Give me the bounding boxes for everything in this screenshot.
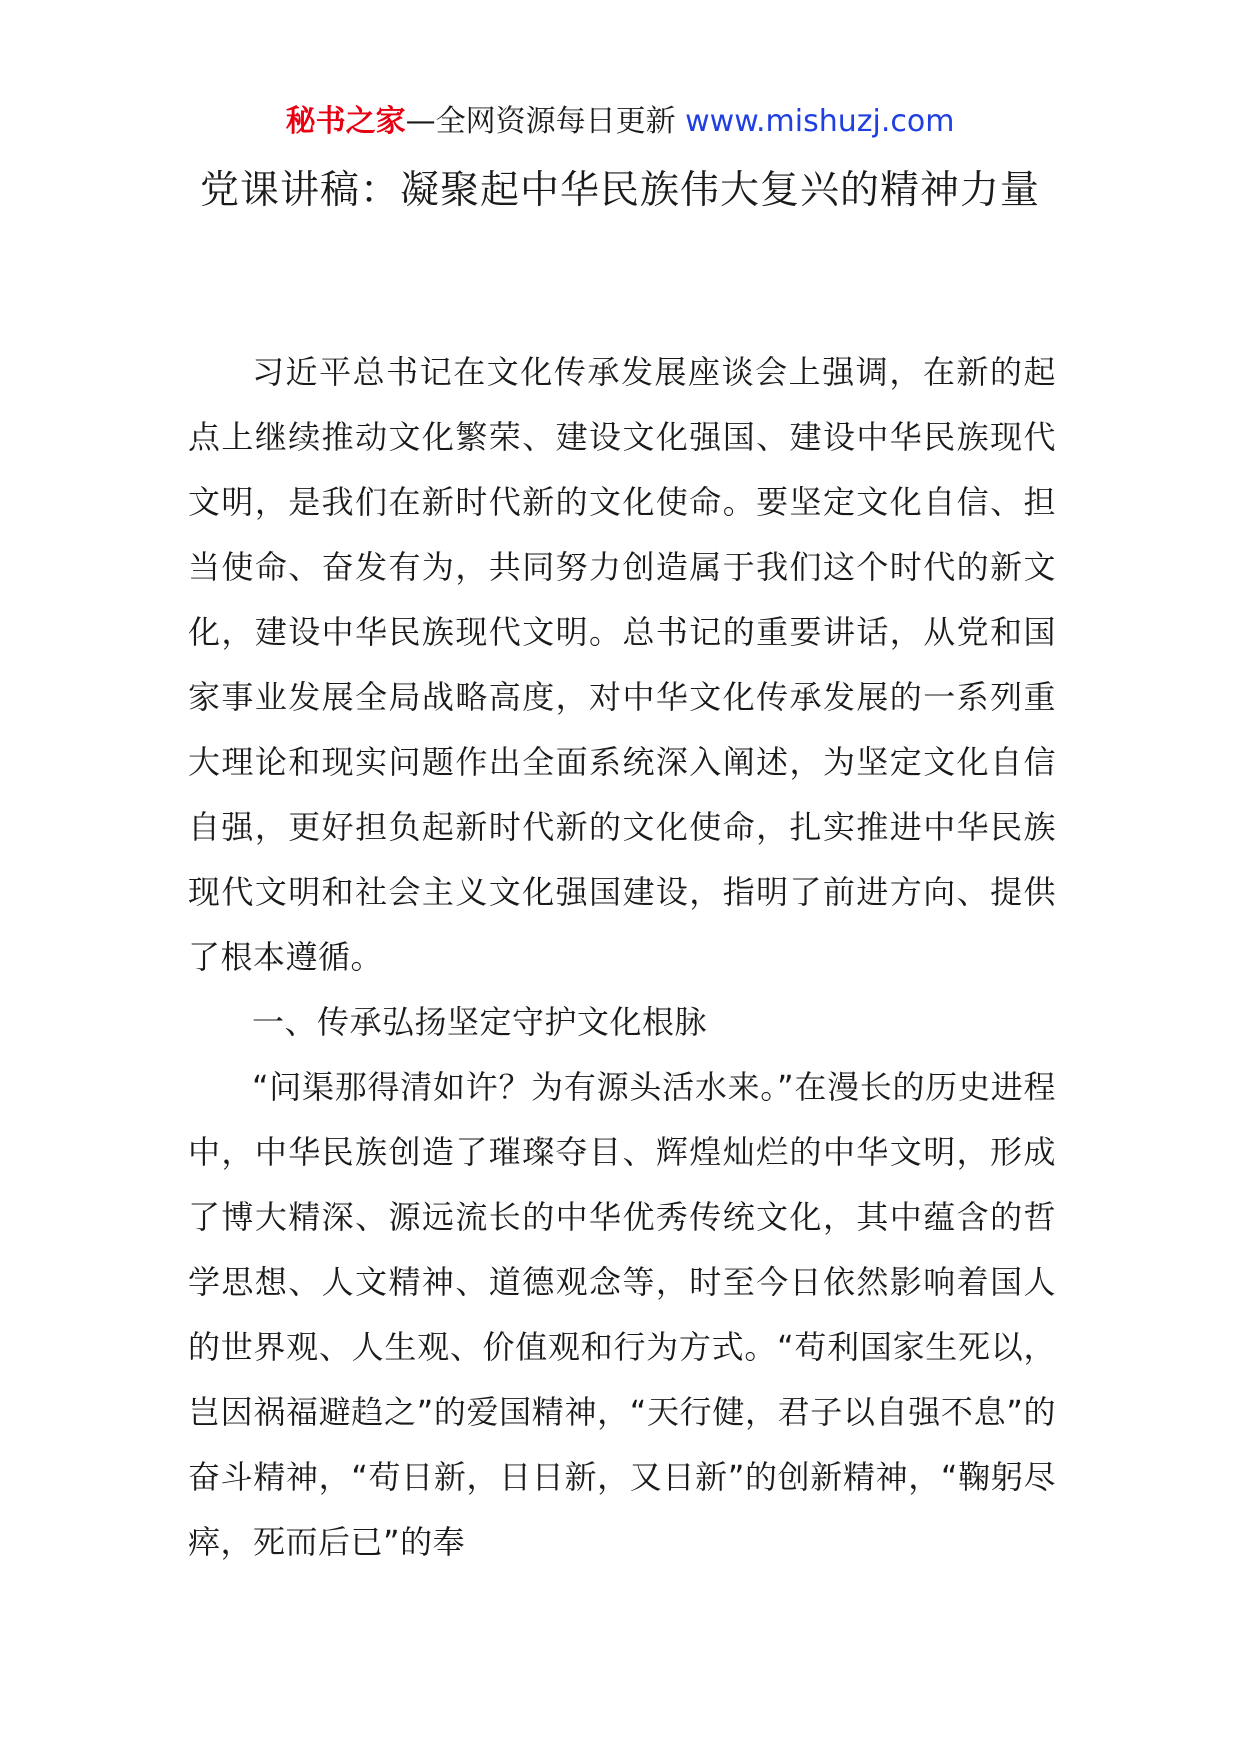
document-body [188, 340, 1056, 1575]
header-tagline: —全网资源每日更新 [405, 104, 686, 139]
section-heading: 一、传承弘扬坚定守护文化根脉 [252, 1003, 708, 1041]
paragraph-section-one: “问渠那得清如许？为有源头活水来。”在漫长的历史进程中，中华民族创造了璀璨夺目、辉煌灿烂的中华文明，形成了博大精深、源远流长的中华优秀传统文化，其中蕴含的哲学思想、人文精神、道德观念等，时至今日依然影响着国人的世界观、人生观、价值观和行为方式。“苟利国家生死以，岂因祸福避趋之”的爱国精神，“天行健，君子以自强不息”的奋斗精神，“苟日新，日日新，又日新”的创新精神，“鞠躬尽瘁，死而后已”的奉 [188, 1068, 1056, 1561]
site-header-banner [0, 100, 1240, 144]
document-title: 党课讲稿：凝聚起中华民族伟大复兴的精神力量 [199, 168, 1040, 213]
brand-name: 秘书之家 [285, 104, 406, 139]
paragraph-intro: 习近平总书记在文化传承发展座谈会上强调，在新的起点上继续推动文化繁荣、建设文化强国、建设中华民族现代文明，是我们在新时代新的文化使命。要坚定文化自信、担当使命、奋发有为，共同努力创造属于我们这个时代的新文化，建设中华民族现代文明。总书记的重要讲话，从党和国家事业发展全局战略高度，对中华文化传承发展的一系列重大理论和现实问题作出全面系统深入阐述，为坚定文化自信自强，更好担负起新时代新的文化使命，扎实推进中华民族现代文明和社会主义文化强国建设，指明了前进方向、提供了根本遵循。 [188, 353, 1056, 976]
site-url-link[interactable]: www.mishuzj.com [685, 104, 955, 139]
